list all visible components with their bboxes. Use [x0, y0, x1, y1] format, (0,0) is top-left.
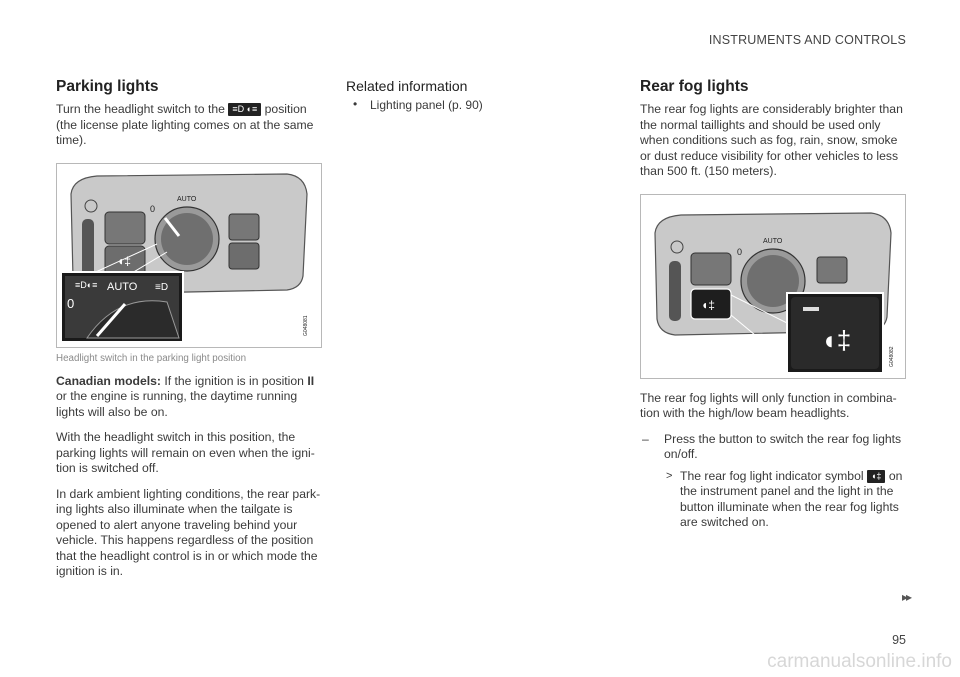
rear-fog-indicator-icon: ◖‡	[867, 470, 885, 483]
inset-auto-label: AUTO	[107, 280, 138, 293]
fog-light-illustration	[641, 195, 905, 378]
related-links-list	[346, 98, 582, 112]
canadian-end: or the engine is running, the daytime running lights will also be on.	[56, 389, 298, 419]
figure-fog-light-button	[640, 194, 906, 379]
fog-zero-label: 0	[737, 246, 743, 257]
watermark: carmanualsonline.info	[767, 651, 952, 672]
svg-text:≡D◐≡: ≡D◐≡	[75, 279, 98, 290]
svg-text:0: 0	[150, 203, 156, 214]
figure-code: G048081	[303, 314, 309, 336]
related-link-lighting-panel[interactable]	[346, 98, 582, 112]
parking-light-icon: ≡D ◐≡	[228, 103, 261, 116]
parking-paragraph-2: With the headlight switch in this position, the parking lights will remain on even when the igni-tion is switched off.	[56, 430, 315, 475]
inset-zero-label: 0	[67, 295, 75, 311]
step-marker: –	[642, 431, 649, 446]
heading-related-information: Related information	[346, 78, 468, 94]
fog-result	[640, 469, 906, 531]
ignition-position: II	[307, 373, 315, 388]
svg-text:≡D: ≡D	[155, 281, 169, 293]
section-header: INSTRUMENTS AND CONTROLS	[708, 33, 906, 47]
heading-parking-lights: Parking lights	[56, 78, 159, 95]
fog-step-text: Press the button to switch the rear fog lights on/off.	[664, 431, 902, 461]
result-after: on the instrument panel and the light in the button illuminate when the rear fog lights are switched on.	[680, 468, 903, 529]
switch-auto-label: AUTO	[177, 195, 197, 203]
result-before: The rear fog light indicator symbol	[680, 468, 864, 483]
column-rear-fog-lights	[640, 78, 906, 531]
column-related-info	[346, 78, 582, 112]
canadian-models-paragraph	[56, 374, 322, 421]
related-link-text[interactable]: Lighting panel (p. 90)	[370, 98, 483, 112]
svg-text:◖‡: ◖‡	[701, 297, 715, 312]
svg-text:◖‡: ◖‡	[117, 253, 131, 268]
svg-text:◖‡: ◖‡	[821, 324, 852, 355]
fog-auto-label: AUTO	[763, 237, 783, 245]
heading-rear-fog-lights: Rear fog lights	[640, 78, 749, 95]
figure-headlight-switch	[56, 163, 322, 348]
fog-step	[640, 432, 906, 463]
column-parking-lights	[56, 78, 322, 590]
parking-intro	[56, 102, 322, 149]
fog-figure-code: G048082	[889, 345, 895, 367]
intro-before: Turn the headlight switch to the	[56, 102, 225, 116]
canadian-text: If the ignition is in position	[164, 373, 304, 388]
intro-after: position (the license plate lighting comes on at the same time).	[56, 102, 314, 147]
result-marker: >	[666, 469, 673, 482]
parking-paragraph-3: In dark ambient lighting conditions, the rear park-ing lights also illuminate when the tailgate is opened to alert anyone traveling behind your vehicle. This happens regardless of the position that the headlight control is in or which mode the ignition is in.	[56, 486, 321, 578]
canadian-models-label: Canadian models:	[56, 373, 161, 388]
headlight-switch-illustration	[57, 164, 321, 347]
page-number: 95	[892, 633, 906, 647]
fog-paragraph-2: The rear fog lights will only function in combina-tion with the high/low beam headlights.	[640, 390, 897, 420]
figure-caption: Headlight switch in the parking light position	[56, 352, 247, 364]
continued-arrows-icon: ▸▸	[901, 590, 910, 604]
fog-intro: The rear fog lights are considerably brighter than the normal taillights and should be used only when conditions such as fog, rain, snow, smoke or dust reduce visibility for other vehicles to less than 500 ft. (150 meters).	[640, 102, 903, 178]
bullet: •	[353, 97, 358, 111]
